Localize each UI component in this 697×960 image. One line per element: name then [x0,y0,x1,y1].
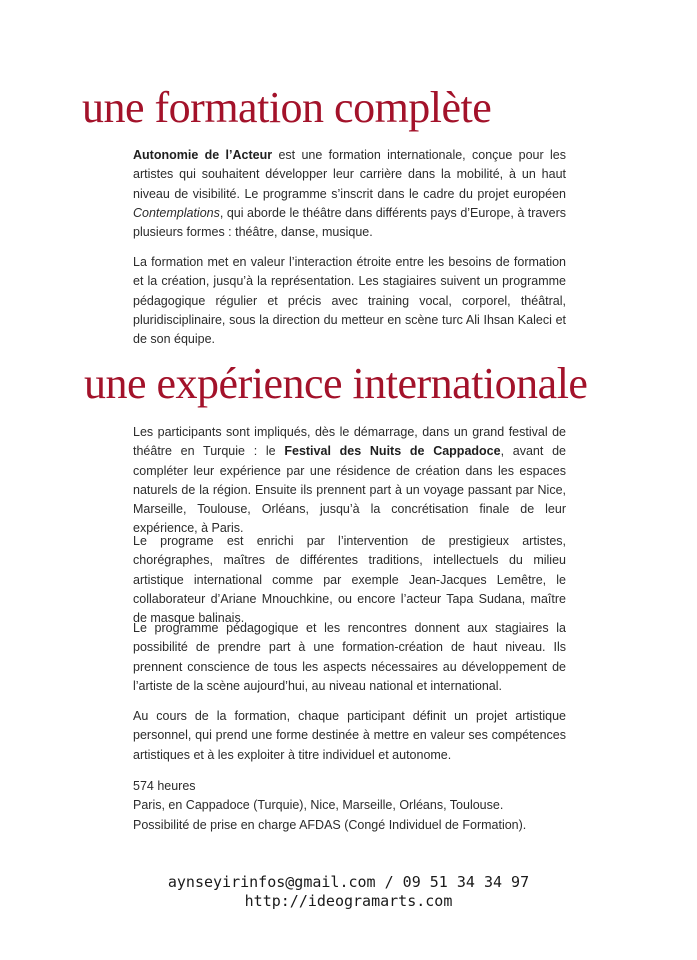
paragraph-text: , avant de compléter leur expérience par une résidence de création dans les espaces naturels de la région. Ensuite ils prennent part à un voyage passant par Nice, Marseille, Toulouse, Orléans, jusqu’à la concrétisation finale de leur expérience, à Paris. [133,444,566,536]
paragraph-text: La formation met en valeur l’interaction étroite entre les besoins de formation et la création, jusqu’à la représentation. Les stagiaires suivent un programme pédagogique régulier et précis avec training vocal, corporel, théâtral, pluridisciplinaire, sous la direction du metteur en scène turc Ali Ihsan Kaleci et de son équipe. [133,255,566,347]
paragraph-text: est une formation internationale, conçue pour les artistes qui souhaitent développer leur carrière dans la mobilité, à un haut niveau de visibilité. Le programme s’inscrit dans le cadre du projet européen [133,148,566,201]
paragraph-intervenants [133,532,566,628]
funding: Possibilité de prise en charge AFDAS (Congé Individuel de Formation). [133,817,527,832]
project-name: Contemplations [133,205,220,220]
paragraph-text: Le programe est enrichi par l’intervention de prestigieux artistes, chorégraphes, maîtres de différentes traditions, intellectuels du milieu artistique international comme par exemple Jean-Jacques Lemêtre, le collaborateur d’Ariane Mnouchkine, ou encore l’acteur Tapa Sudana, maître de masque balinais. [133,534,566,626]
section-title-formation: une formation complète [82,83,492,132]
paragraph-text: Le programme pédagogique et les rencontres donnent aux stagiaires la possibilité de prendre part à une formation-création de haut niveau. Ils prennent conscience de tous les aspects nécessaires au développement de l’artiste de la scène aujourd’hui, au niveau national et international. [133,621,566,693]
locations: Paris, en Cappadoce (Turquie), Nice, Marseille, Orléans, Toulouse. [133,798,504,813]
paragraph-text: Les participants sont impliqués, dès le démarrage, dans un grand festival de théâtre en Turquie : le [133,425,566,459]
practical-info [133,777,566,835]
paragraph-projet [133,707,566,765]
paragraph-text: Au cours de la formation, chaque participant définit un projet artistique personnel, qui prend une forme destinée à mettre en valeur ses compétences artistiques et à les exploiter à titre individuel et autonome. [133,709,566,762]
paragraph-interaction [133,253,566,349]
paragraph-pedagogie [133,619,566,696]
festival-name: Festival des Nuits de Cappadoce [284,444,501,459]
paragraph-text: , qui aborde le théâtre dans différents pays d’Europe, à travers plusieurs formes : théâtre, danse, musique. [133,205,566,240]
contact-website-link[interactable]: http://ideogramarts.com [244,892,453,910]
paragraph-festival [133,423,566,539]
hours: 574 heures [133,779,196,793]
contact-email-phone[interactable]: aynseyirinfos@gmail.com / 09 51 34 34 97 [167,873,530,891]
program-name: Autonomie de l’Acteur [133,148,273,162]
section-title-experience: une expérience internationale [84,359,588,408]
paragraph-autonomie [133,146,566,242]
